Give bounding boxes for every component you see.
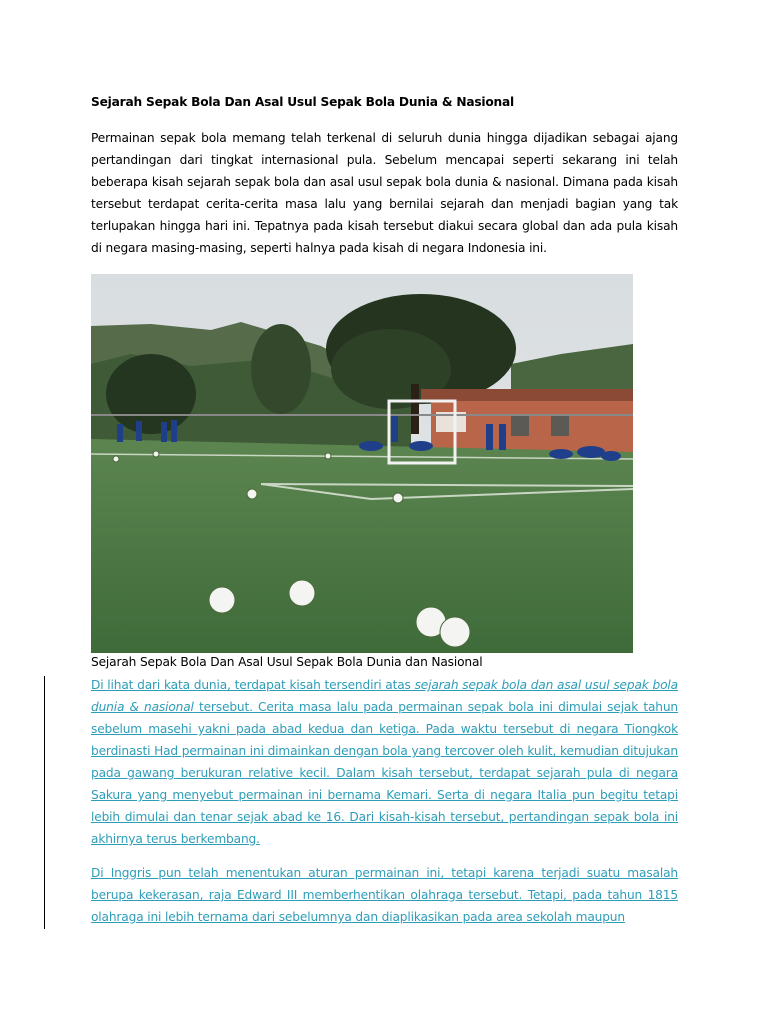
paragraph-3[interactable]: Di Inggris pun telah menentukan aturan permainan ini, tetapi karena terjadi suatu masalah berupa kekerasan, raja Edward III memberhentikan olahraga tersebut. Tetapi, pada tahun 1815 olahraga ini lebih ternama dari sebelumnya dan diaplikasikan pada area sekolah maupun (91, 866, 678, 924)
paragraph-2[interactable] (91, 674, 678, 850)
paragraph-2-lead: Di lihat dari kata dunia, terdapat kisah tersendiri atas (91, 678, 415, 692)
paragraph-2-italic: sejarah sepak bola dan asal usul sepak bola dunia & nasional (91, 678, 678, 714)
margin-bar (44, 676, 45, 929)
paragraph-2-rest: tersebut. Cerita masa lalu pada permainan sepak bola ini dimulai sejak tahun sebelum masehi yakni pada abad kedua dan ketiga. Pada waktu tersebut di negara Tiongkok berdinasti Had permainan ini dimainkan dengan bola yang tercover oleh kulit, kemudian ditujukan pada gawang berukuran relative kecil. Dalam kisah tersebut, terdapat sejarah pula di negara Sakura yang menyebut permainan ini bernama Kemari. Serta di negara Italia pun begitu tetapi lebih dimulai dan tenar sejak abad ke 16. Dari kisah-kisah tersebut, pertandingan sepak bola ini akhirnya terus berkembang. (91, 700, 679, 846)
image-caption: Sejarah Sepak Bola Dan Asal Usul Sepak Bola Dunia dan Nasional (91, 655, 483, 669)
document-title: Sejarah Sepak Bola Dan Asal Usul Sepak Bola Dunia & Nasional (91, 95, 515, 109)
intro-paragraph: Permainan sepak bola memang telah terkenal di seluruh dunia hingga dijadikan sebagai ajang pertandingan dari tingkat internasional pula. Sebelum mencapai seperti sekarang ini telah beberapa kisah sejarah sepak bola dan asal usul sepak bola dunia & nasional. Dimana pada kisah tersebut terdapat cerita-cerita masa lalu yang bernilai sejarah dan menjadi bagian yang tak terlupakan hingga hari ini. Tepatnya pada kisah tersebut diakui secara global dan ada pula kisah di negara masing-masing, seperti halnya pada kisah di negara Indonesia ini. (91, 131, 678, 255)
football-field-photo (91, 274, 633, 653)
